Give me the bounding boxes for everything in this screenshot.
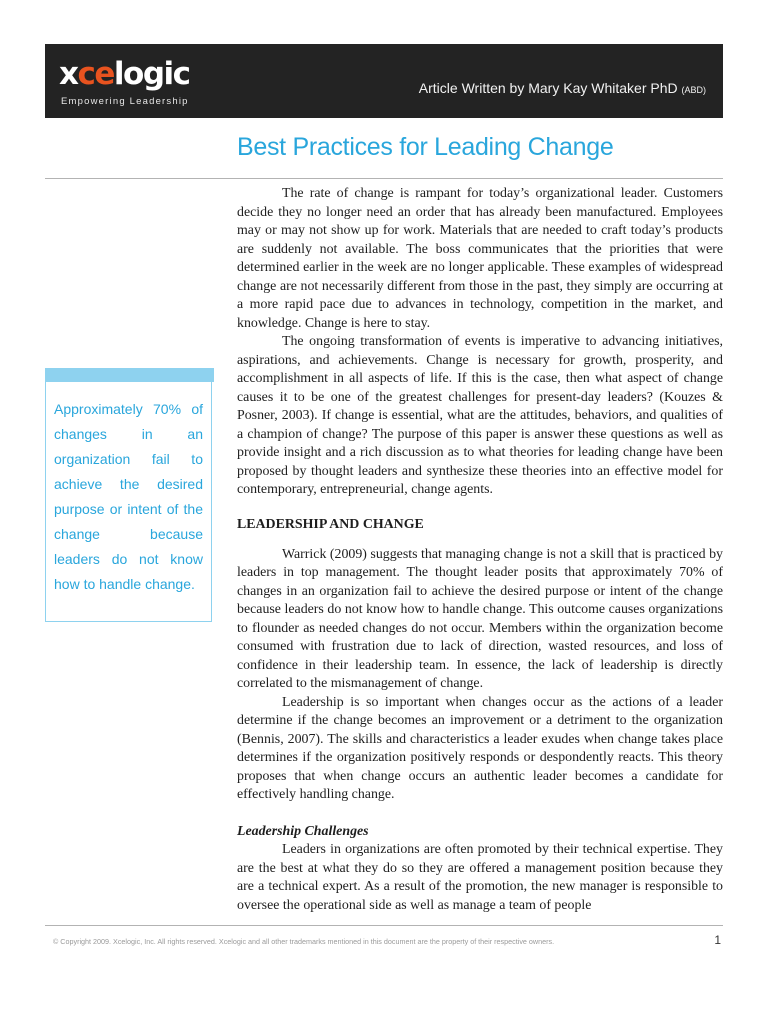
- callout-accent-bar: [45, 368, 214, 382]
- company-logo: xcelogic: [59, 56, 190, 92]
- author-byline: [419, 80, 706, 96]
- copyright-footer: © Copyright 2009. Xcelogic, Inc. All rights reserved. Xcelogic and all other trademarks mentioned in this document are the property of their respective owners.: [53, 937, 555, 946]
- page-header: [45, 44, 723, 118]
- page-number: 1: [714, 933, 721, 947]
- paragraph-intro-1: The rate of change is rampant for today’s organizational leader. Customers decide they no longer need an order that has already been manufactured. Employees may or may not show up for work. Materials that are needed to craft today’s products are suddenly not available. The boss communicates that the priorities that were determined earlier in the week are no longer applicable. These examples of widespread change are not necessarily different from those in the past, they simply are occurring at a more rapid pace due to advances in technology, competition in the market, and knowledge. Change is here to stay.: [237, 186, 723, 331]
- author-name: Article Written by Mary Kay Whitaker PhD: [418, 80, 678, 96]
- article-title: Best Practices for Leading Change: [237, 133, 614, 161]
- paragraph-section1-1: Warrick (2009) suggests that managing change is not a skill that is practiced by leaders in top management. The thought leader posits that approximately 70% of changes in an organization fail to achieve the desired purpose or intent of the change because leaders do not know how to handle change. This outcome causes organizations to flounder as needed changes do not occur. Members within the organization become consumed with frustration due to lack of direction, wasted resources, and loss of confidence in their leadership team. In essence, the lack of leadership is directly correlated to the mismanagement of change.: [237, 546, 723, 691]
- pull-quote-callout: Approximately 70% of changes in an organization fail to achieve the desired purpose or intent of the change because leaders do not know how to handle change.: [45, 382, 212, 622]
- bottom-divider: [45, 925, 723, 926]
- logo-tagline: Empowering Leadership: [61, 96, 189, 107]
- section-heading-leadership-and-change: LEADERSHIP AND CHANGE: [237, 516, 424, 532]
- paragraph-intro-2: The ongoing transformation of events is imperative to advancing initiatives, aspirations, and achievements. Change is necessary for growth, prosperity, and accomplishment in all aspects of life. If this is the case, then what aspect of change causes it to be one of the greatest challenges for present-day leaders? (Kouzes & Posner, 2003). If change is essential, what are the attitudes, behaviors, and qualities of a champion of change? The purpose of this paper is answer these questions as well as provide insight and a rich discussion as to what theories for leading change have been proposed by thought leaders and synthesize these theories into an effective model for contemporary, entrepreneurial, change agents.: [237, 334, 723, 497]
- top-divider: [45, 178, 723, 179]
- paragraph-section2-1: Leaders in organizations are often promoted by their technical expertise. They are the best at what they do so they are offered a management position because they are a technical expert. As a result of the promotion, the new manager is responsible to oversee the operational side as well as manage a team of people: [237, 842, 723, 913]
- article-body: [237, 185, 723, 915]
- subsection-heading-leadership-challenges: Leadership Challenges: [237, 823, 369, 839]
- author-suffix: (ABD): [681, 85, 706, 95]
- paragraph-section1-2: Leadership is so important when changes occur as the actions of a leader determine if the change becomes an improvement or a detriment to the organization (Bennis, 2007). The skills and characteristics a leader exudes when change takes place determines if the organization positively responds or despondently reacts. This theory proposes that when change occurs an authentic leader becomes a candidate for effectively handling change.: [237, 694, 723, 802]
